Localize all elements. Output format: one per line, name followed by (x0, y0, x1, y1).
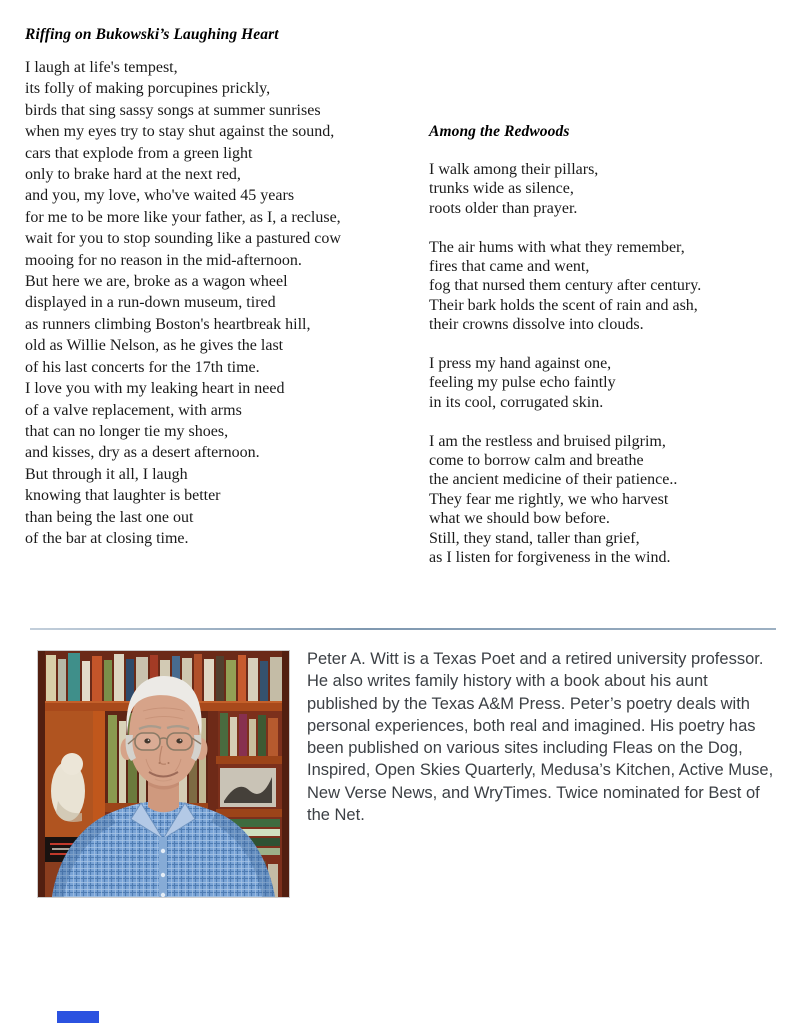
poem-line: of his last concerts for the 17th time. (25, 358, 260, 376)
poem-line: displayed in a run-down museum, tired (25, 294, 276, 312)
poem-line: knowing that laughter is better (25, 487, 221, 505)
poem-line: cars that explode from a green light (25, 144, 253, 162)
poem-riffing-on-bukowskis-laughing-heart (25, 25, 405, 549)
poem-line: Their bark holds the scent of rain and ash, (429, 296, 698, 314)
poem-line: I am the restless and bruised pilgrim, (429, 432, 666, 450)
poem-line: as runners climbing Boston's heartbreak hill, (25, 315, 311, 333)
poem-line: that can no longer tie my shoes, (25, 422, 229, 440)
poem-line: I walk among their pillars, (429, 161, 599, 178)
poem-body (25, 57, 405, 549)
poem-line: I press my hand against one, (429, 355, 612, 373)
poem-body (429, 160, 784, 567)
poem-line: than being the last one out (25, 508, 194, 526)
poem-line: in its cool, corrugated skin. (429, 393, 604, 411)
poem-line: their crowns dissolve into clouds. (429, 316, 644, 334)
poem-line: I love you with my leaking heart in need (25, 380, 285, 398)
poem-line: feeling my pulse echo faintly (429, 374, 616, 392)
poem-line: But through it all, I laugh (25, 465, 188, 483)
poem-among-the-redwoods (429, 122, 784, 567)
stanza (429, 160, 784, 218)
author-bio-text: Peter A. Witt is a Texas Poet and a retired university professor. He also writes family history with a book about his aunt published by the Texas A&M Press. Peter’s poetry deals with personal experiences, both real and imagined. His poetry has been published on various sites including Fleas on the Dog, Inspired, Open Skies Quarterly, Medusa’s Kitchen, Active Muse, New Verse News, and WryTimes. Twice nominated for Best of the Net. (307, 650, 774, 825)
poem-line: But here we are, broke as a wagon wheel (25, 273, 288, 291)
stanza (429, 432, 784, 568)
poem-line: come to borrow calm and breathe (429, 452, 644, 470)
poem-line: of the bar at closing time. (25, 529, 189, 547)
poem-line: of a valve replacement, with arms (25, 401, 242, 419)
poem-line: for me to be more like your father, as I, a recluse, (25, 208, 341, 226)
poem-line: The air hums with what they remember, (429, 238, 685, 256)
stanza (429, 354, 784, 412)
poem-line: and you, my love, who've waited 45 years (25, 187, 295, 205)
poem-line: and kisses, dry as a desert afternoon. (25, 444, 260, 462)
author-photo-illustration (38, 651, 289, 897)
poem-line: They fear me rightly, we who harvest (429, 490, 669, 508)
poem-line: when my eyes try to stay shut against the sound, (25, 123, 335, 141)
poem-line: the ancient medicine of their patience.. (429, 471, 678, 489)
poem-line: old as Willie Nelson, as he gives the last (25, 337, 284, 355)
poem-line: what we should bow before. (429, 510, 610, 528)
section-divider (30, 628, 776, 630)
poem-title: Riffing on Bukowski’s Laughing Heart (25, 26, 279, 43)
poem-line: fires that came and went, (429, 258, 590, 276)
poem-line: I laugh at life's tempest, (25, 59, 178, 76)
poem-line: Still, they stand, taller than grief, (429, 529, 640, 547)
bottom-blue-marker (57, 1011, 99, 1023)
poem-line: only to brake hard at the next red, (25, 166, 241, 184)
poem-line: its folly of making porcupines prickly, (25, 80, 271, 98)
poem-line: fog that nursed them century after century. (429, 277, 702, 295)
stanza (25, 57, 405, 549)
stanza (429, 238, 784, 335)
poem-line: mooing for no reason in the mid-afternoon. (25, 251, 302, 269)
poem-line: as I listen for forgiveness in the wind. (429, 549, 671, 567)
poem-line: birds that sing sassy songs at summer sunrises (25, 101, 321, 119)
author-photo (37, 650, 290, 898)
poem-title: Among the Redwoods (429, 123, 570, 140)
poem-line: roots older than prayer. (429, 199, 578, 217)
poem-line: trunks wide as silence, (429, 180, 574, 198)
poem-line: wait for you to stop sounding like a pastured cow (25, 230, 341, 248)
